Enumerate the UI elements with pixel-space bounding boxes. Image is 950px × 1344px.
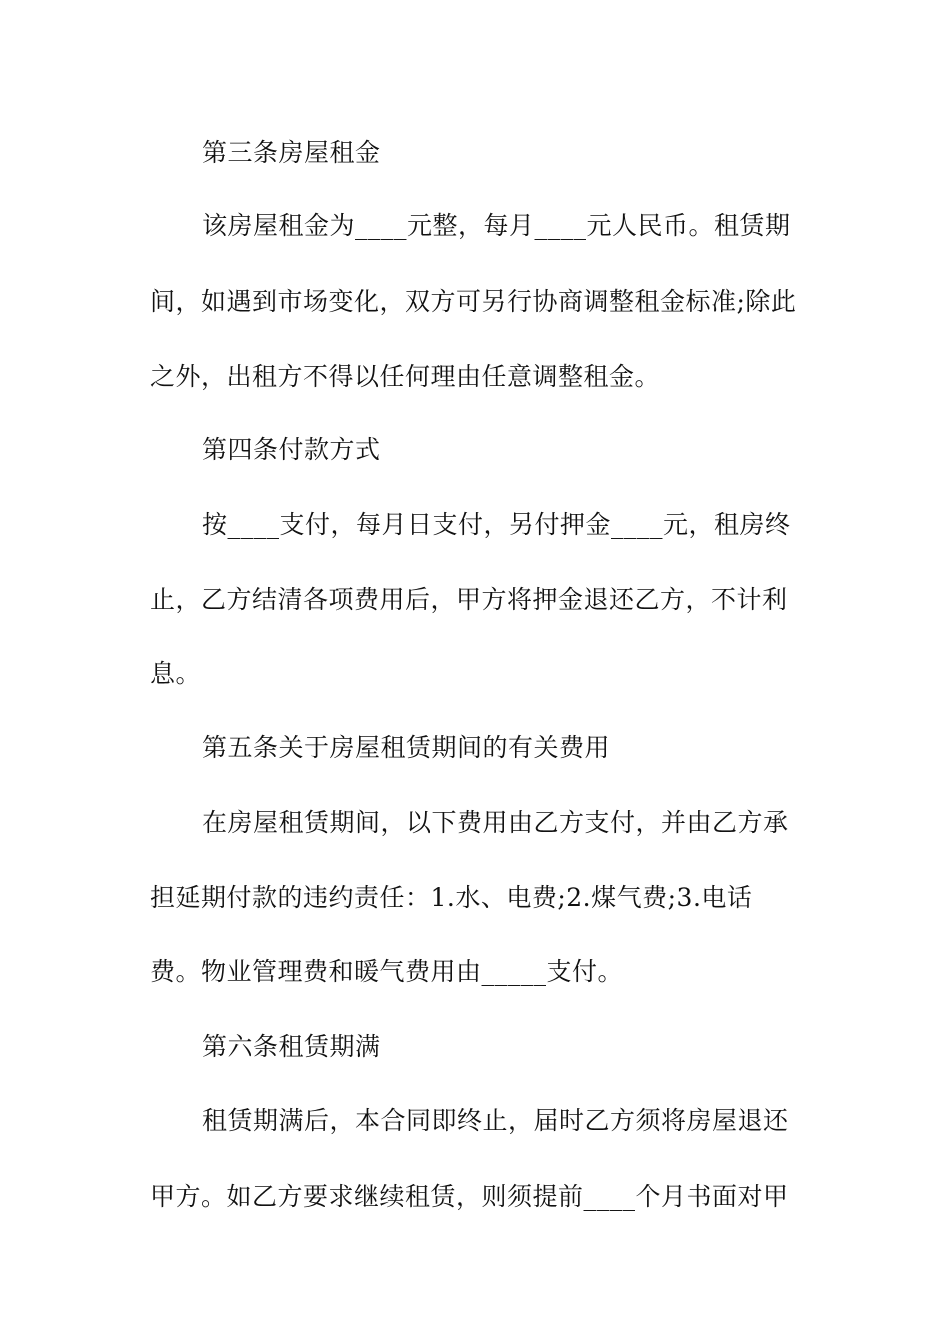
paragraph-line: 担延期付款的违约责任：1.水、电费;2.煤气费;3.电话 xyxy=(150,883,753,912)
paragraph-line: 甲方。如乙方要求继续租赁，则须提前____个月书面对甲 xyxy=(150,1182,789,1211)
article-4-heading: 第四条付款方式 xyxy=(202,435,381,464)
paragraph-line: 费。物业管理费和暖气费用由_____支付。 xyxy=(150,957,624,986)
paragraph-line: 止，乙方结清各项费用后，甲方将押金退还乙方，不计利 xyxy=(150,585,788,614)
paragraph-line: 在房屋租赁期间，以下费用由乙方支付，并由乙方承 xyxy=(202,808,789,837)
paragraph-line: 按____支付，每月日支付，另付押金____元，租房终 xyxy=(202,510,791,539)
article-5-heading: 第五条关于房屋租赁期间的有关费用 xyxy=(202,733,611,762)
article-3-heading: 第三条房屋租金 xyxy=(202,138,381,167)
paragraph-line: 之外，出租方不得以任何理由任意调整租金。 xyxy=(150,362,661,391)
paragraph-line: 间，如遇到市场变化，双方可另行协商调整租金标准;除此 xyxy=(150,287,797,316)
paragraph-line: 该房屋租金为____元整，每月____元人民币。租赁期 xyxy=(202,211,791,240)
paragraph-line: 租赁期满后，本合同即终止，届时乙方须将房屋退还 xyxy=(202,1106,789,1135)
article-6-heading: 第六条租赁期满 xyxy=(202,1032,381,1061)
paragraph-line: 息。 xyxy=(150,659,202,688)
